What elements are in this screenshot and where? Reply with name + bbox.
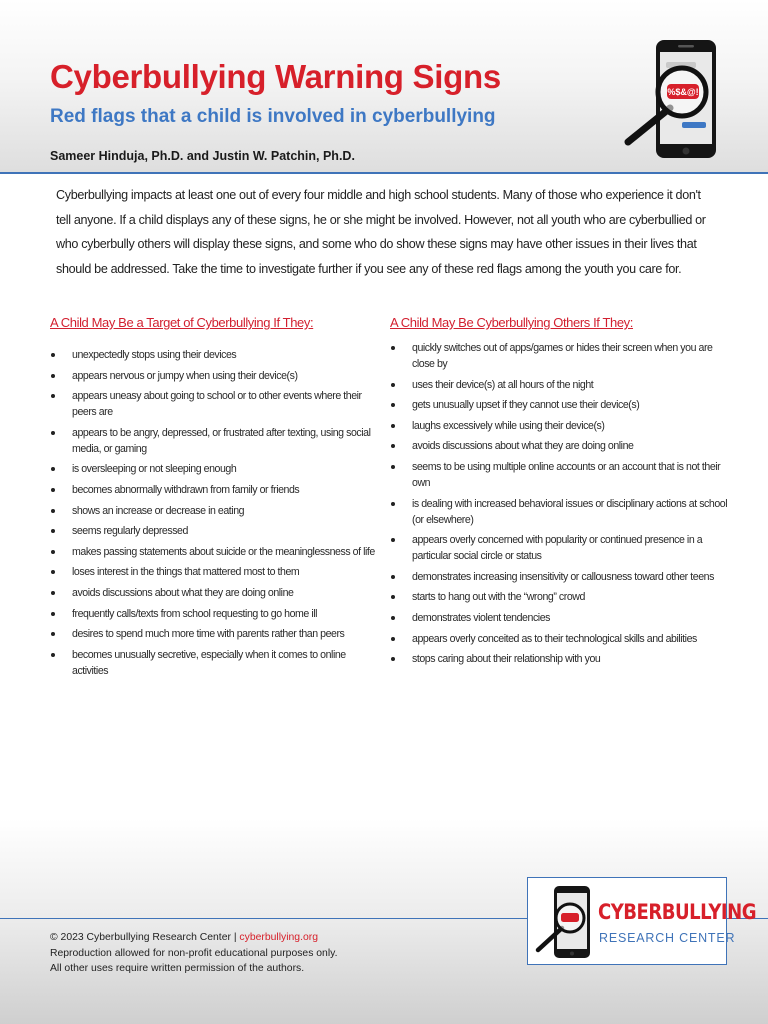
list-item: quickly switches out of apps/games or hides their screen when you are close by — [390, 340, 730, 372]
list-item: shows an increase or decrease in eating — [50, 503, 380, 519]
list-item: desires to spend much more time with parents rather than peers — [50, 626, 380, 642]
list-item: stops caring about their relationship with you — [390, 651, 730, 667]
research-center-logo — [527, 877, 757, 965]
page-title: Cyberbullying Warning Signs — [50, 58, 501, 95]
list-item: laughs excessively while using their device(s) — [390, 418, 730, 434]
others-signs-list — [390, 340, 730, 667]
intro-paragraph: Cyberbullying impacts at least one out of every four middle and high school students. Many of those who experience it don't tell anyone. If a child displays any of these signs, he or she might be involved. However, not all youth who are cyberbullied or who cyberbully others will display these signs, and some who do show these signs may have other issues in their lives that should be addressed. Take the time to investigate further if you see any of these red flags among the youth you care for. — [56, 188, 706, 276]
target-signs-heading: A Child May Be a Target of Cyberbullying If They: — [50, 315, 314, 330]
screen-symbols: %$&@! — [667, 87, 699, 97]
copyright-text: © 2023 Cyberbullying Research Center — [50, 932, 231, 943]
website-link[interactable]: cyberbullying.org — [239, 932, 318, 943]
list-item: starts to hang out with the “wrong” crowd — [390, 589, 730, 605]
list-item: seems regularly depressed — [50, 523, 380, 539]
authors: Sameer Hinduja, Ph.D. and Justin W. Patchin, Ph.D. — [50, 149, 355, 163]
list-item: unexpectedly stops using their devices — [50, 347, 380, 363]
target-signs-list — [50, 347, 380, 679]
list-item: becomes abnormally withdrawn from family or friends — [50, 482, 380, 498]
list-item: becomes unusually secretive, especially when it comes to online activities — [50, 647, 380, 679]
list-item: gets unusually upset if they cannot use their device(s) — [390, 397, 730, 413]
list-item: makes passing statements about suicide or the meaninglessness of life — [50, 544, 380, 560]
header-divider — [0, 172, 768, 174]
footer-separator: | — [233, 932, 237, 943]
list-item: is oversleeping or not sleeping enough — [50, 461, 380, 477]
others-signs-section — [390, 315, 730, 672]
logo-title: CYBERBULLYING — [598, 900, 757, 924]
list-item: frequently calls/texts from school requesting to go home ill — [50, 606, 380, 622]
phone-magnifier-icon — [534, 884, 594, 960]
list-item: appears nervous or jumpy when using their device(s) — [50, 368, 380, 384]
phone-magnifier-icon — [620, 38, 720, 162]
footer-line-1 — [50, 930, 337, 946]
list-item: seems to be using multiple online accounts or an account that is not their own — [390, 459, 730, 491]
page-subtitle: Red flags that a child is involved in cyberbullying — [50, 106, 496, 127]
list-item: appears overly concerned with popularity or continued presence in a particular social circle or status — [390, 532, 730, 564]
list-item: appears to be angry, depressed, or frustrated after texting, using social media, or gaming — [50, 425, 380, 457]
list-item: avoids discussions about what they are doing online — [50, 585, 380, 601]
list-item: appears overly conceited as to their technological skills and abilities — [390, 631, 730, 647]
list-item: loses interest in the things that mattered most to them — [50, 564, 380, 580]
list-item: demonstrates violent tendencies — [390, 610, 730, 626]
list-item: demonstrates increasing insensitivity or callousness toward other teens — [390, 569, 730, 585]
footer — [50, 930, 337, 977]
others-signs-heading: A Child May Be Cyberbullying Others If They: — [390, 315, 633, 330]
reproduction-notice: Reproduction allowed for non-profit educational purposes only. — [50, 947, 338, 959]
list-item: is dealing with increased behavioral issues or disciplinary actions at school (or elsewhere) — [390, 496, 730, 528]
target-signs-section — [50, 315, 380, 683]
list-item: avoids discussions about what they are doing online — [390, 438, 730, 454]
list-item: uses their device(s) at all hours of the night — [390, 377, 730, 393]
logo-subtitle: RESEARCH CENTER — [599, 931, 736, 945]
list-item: appears uneasy about going to school or to other events where their peers are — [50, 388, 380, 420]
permission-notice: All other uses require written permission of the authors. — [50, 963, 305, 974]
